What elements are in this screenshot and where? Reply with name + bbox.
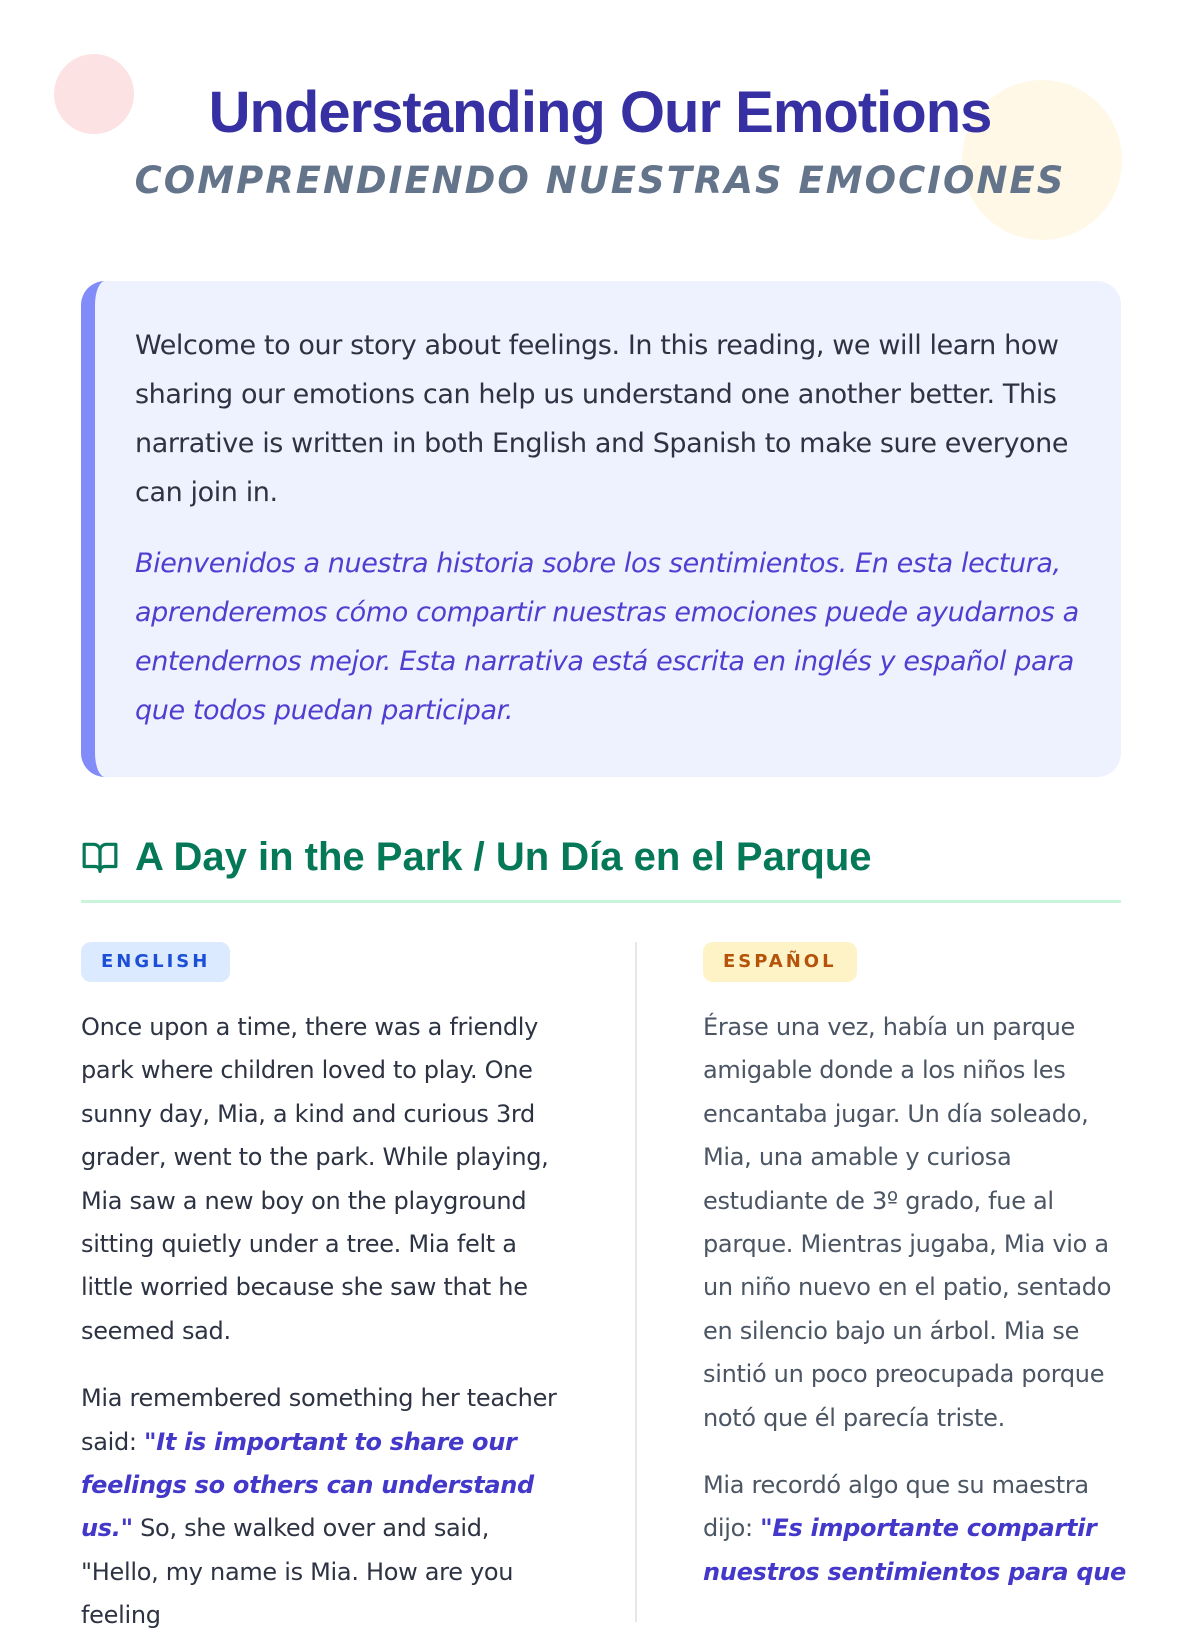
- spanish-paragraph-2: [703, 1464, 1133, 1594]
- english-paragraph-2: [81, 1377, 561, 1637]
- spanish-paragraph-2-lead: Mia recordó algo que su maestra dijo:: [703, 1471, 1089, 1543]
- spanish-language-badge: ESPAÑOL: [703, 942, 857, 982]
- spanish-column: [703, 942, 1133, 1594]
- section-heading: [81, 832, 1121, 903]
- intro-english-text: Welcome to our story about feelings. In this reading, we will learn how sharing our emotions can help us understand one another better. This narrative is written in both English and Spanish to make sure everyone can join in.: [135, 330, 1069, 508]
- page-subtitle: COMPRENDIENDO NUESTRAS EMOCIONES: [134, 159, 1066, 202]
- english-teacher-quote: "It is important to share our feelings so others can understand us.": [81, 1427, 534, 1543]
- english-language-badge: ENGLISH: [81, 942, 230, 982]
- page-header: [0, 76, 1200, 206]
- english-paragraph-1: Once upon a time, there was a friendly park where children loved to play. One sunny day, Mia, a kind and curious 3rd grader, went to the park. While playing, Mia saw a new boy on the playground sitting quietly under a tree. Mia felt a little worried because she saw that he seemed sad.: [81, 1013, 549, 1345]
- spanish-paragraph-1: Érase una vez, había un parque amigable donde a los niños les encantaba jugar. Un día soleado, Mia, una amable y curiosa estudiante de 3º grado, fue al parque. Mientras jugaba, Mia vio a un niño nuevo en el patio, sentado en silencio bajo un árbol. Mia se sintió un poco preocupada porque notó que él parecía triste.: [703, 1013, 1112, 1432]
- intro-spanish-text: Bienvenidos a nuestra historia sobre los sentimientos. En esta lectura, aprenderemos cómo compartir nuestras emociones puede ayudarnos a entendernos mejor. Esta narrativa está escrita en inglés y español para que todos puedan participar.: [135, 548, 1079, 726]
- english-paragraph-2-tail: So, she walked over and said, "Hello, my name is Mia. How are you feeling: [81, 1514, 514, 1630]
- page-title: Understanding Our Emotions: [208, 80, 992, 145]
- section-title: A Day in the Park / Un Día en el Parque: [135, 835, 872, 879]
- english-column: [81, 942, 561, 1638]
- column-divider: [635, 942, 637, 1622]
- english-paragraph-2-lead: Mia remembered something her teacher said:: [81, 1384, 557, 1456]
- spanish-teacher-quote: "Es importante compartir nuestros sentimientos para que: [703, 1514, 1127, 1586]
- intro-callout: [81, 281, 1121, 777]
- book-open-icon: [81, 838, 119, 876]
